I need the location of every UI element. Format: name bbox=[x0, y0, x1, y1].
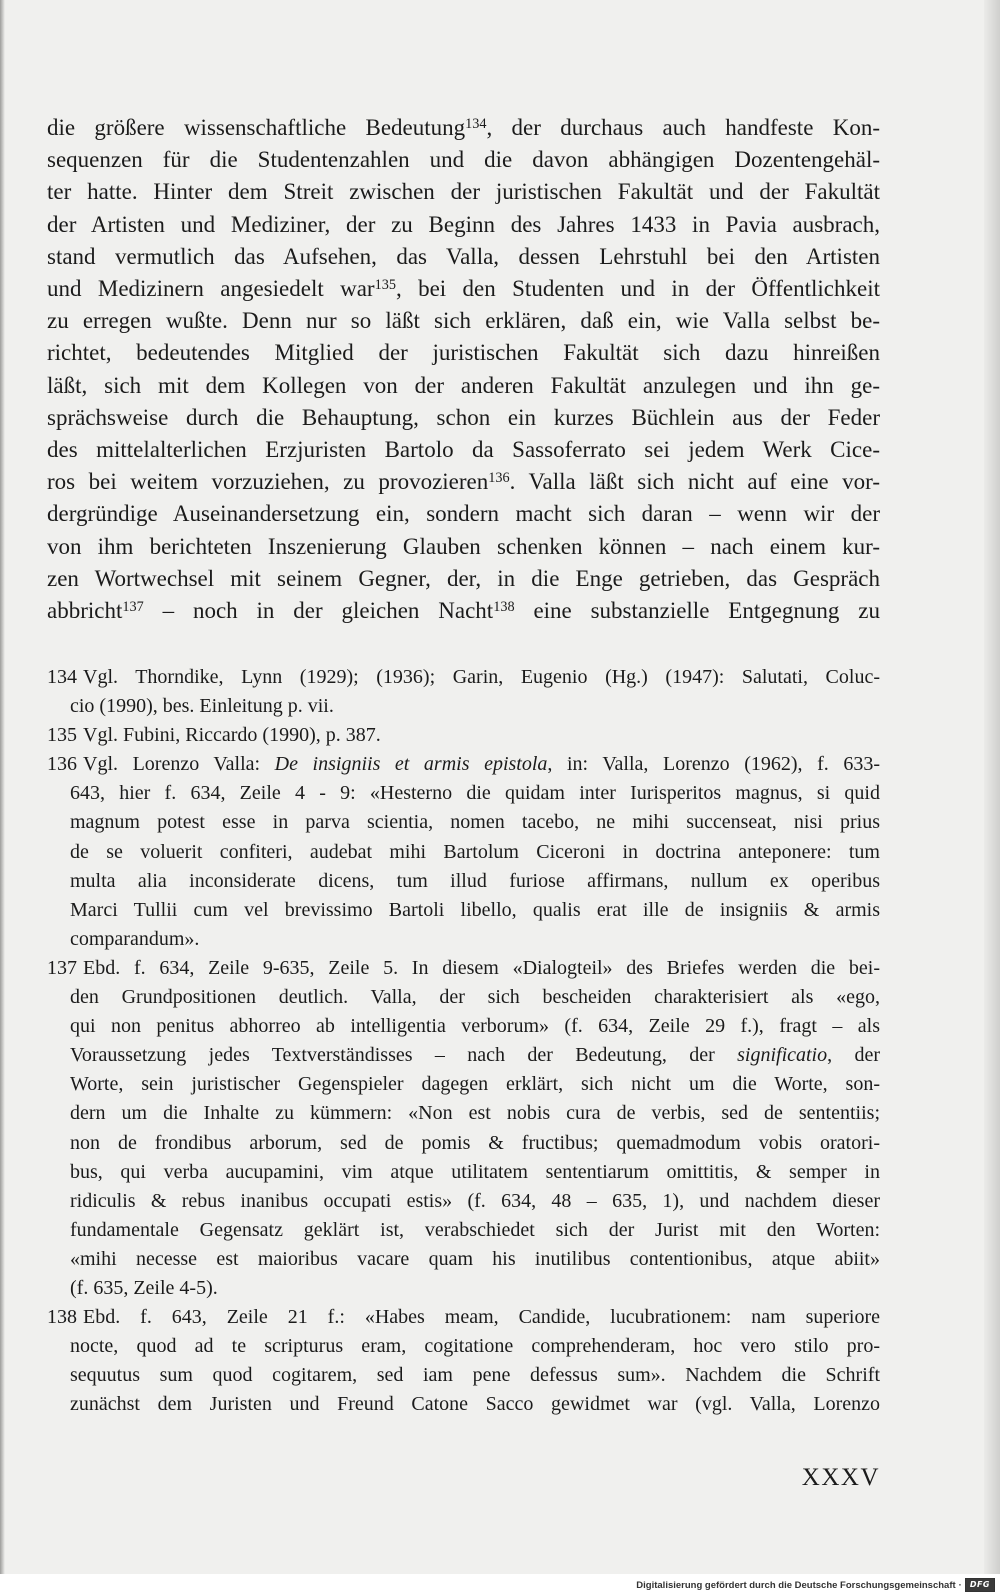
text-run: bus, qui verba aucupamini, vim atque utilitatem sententiarum omittitis, & semper in bbox=[70, 1160, 880, 1183]
text-run: Worte, sein juristischer Gegenspieler dagegen erklärt, sich nicht um die Worte, son- bbox=[70, 1073, 880, 1096]
text-run: von ihm berichteten Inszenierung Glauben schenken können – nach einem kur- bbox=[47, 533, 880, 559]
text-run: eine substanzielle Entgegnung zu bbox=[514, 598, 880, 624]
footnote-line bbox=[47, 983, 880, 1012]
text-run: Ebd. f. 643, Zeile 21 f.: «Habes meam, Candide, lucubrationem: nam superiore bbox=[83, 1306, 880, 1329]
footnote-line bbox=[47, 692, 880, 721]
text-line bbox=[47, 434, 880, 466]
text-run: multa alia inconsiderate dicens, tum illud furiose affirmans, nullum ex operibus bbox=[70, 869, 880, 892]
dfg-logo: DFG bbox=[965, 1578, 995, 1592]
text-run: den Grundpositionen deutlich. Valla, der sich bescheiden charakterisiert als «ego, bbox=[70, 986, 880, 1009]
text-run: , bei den Studenten und in der Öffentlichkeit bbox=[395, 276, 880, 302]
text-run: zen Wortwechsel mit seinem Gegner, der, in die Enge getrieben, das Gespräch bbox=[47, 565, 880, 591]
footnote-line bbox=[47, 1012, 880, 1041]
text-run: die größere wissenschaftliche Bedeutung bbox=[47, 115, 466, 140]
text-line bbox=[47, 337, 880, 369]
text-run: richtet, bedeutendes Mitglied der juristischen Fakultät sich dazu hinreißen bbox=[47, 340, 880, 366]
text-run: , der durchaus auch handfeste Kon- bbox=[486, 115, 880, 140]
text-run: Voraussetzung jedes Textverständisses – nach der Bedeutung, der bbox=[70, 1044, 738, 1067]
text-line bbox=[47, 273, 880, 305]
text-line bbox=[47, 241, 880, 273]
footnote-line bbox=[47, 808, 880, 837]
text-line bbox=[47, 595, 880, 627]
text-run: läßt, sich mit dem Kollegen von der anderen Fakultät anzulegen und ihn ge- bbox=[47, 372, 880, 398]
text-run: magnum potest esse in parva scientia, nomen tacebo, ne mihi succenseat, nisi prius bbox=[70, 811, 880, 834]
text-run: zunächst dem Juristen und Freund Catone Sacco gewidmet war (vgl. Valla, Lorenzo bbox=[70, 1393, 880, 1416]
footnote bbox=[47, 750, 880, 954]
main-text bbox=[47, 112, 880, 627]
footnote-reference: 135 bbox=[374, 277, 396, 294]
digitization-credit bbox=[636, 1577, 995, 1593]
footnote-number: 138 bbox=[47, 1306, 77, 1329]
footnote-reference: 138 bbox=[493, 599, 515, 616]
page-number: XXXV bbox=[801, 1464, 880, 1491]
text-run: Vgl. Thorndike, Lynn (1929); (1936); Garin, Eugenio (Hg.) (1947): Salutati, Coluc- bbox=[83, 666, 880, 688]
text-line bbox=[47, 498, 880, 530]
text-run: sequenzen für die Studentenzahlen und die davon abhängigen Dozentengehäl- bbox=[47, 147, 880, 173]
footnote-line bbox=[47, 663, 880, 692]
footnote-line bbox=[47, 1332, 880, 1361]
footnote-line bbox=[47, 867, 880, 896]
footnote bbox=[47, 954, 880, 1303]
text-run: Vgl. Fubini, Riccardo (1990), p. 387. bbox=[83, 724, 381, 747]
footnote bbox=[47, 663, 880, 721]
text-run: dergründige Auseinandersetzung ein, sondern macht sich daran – wenn wir der bbox=[47, 501, 880, 527]
text-run: cio (1990), bes. Einleitung p. vii. bbox=[70, 695, 334, 718]
footnote bbox=[47, 1303, 880, 1419]
credit-text: Digitalisierung gefördert durch die Deutsche Forschungsgemeinschaft bbox=[636, 1579, 956, 1591]
scan-page-edge-left bbox=[0, 0, 5, 1574]
footnote-line bbox=[47, 1216, 880, 1245]
text-line bbox=[47, 305, 880, 337]
footnote-line bbox=[47, 1390, 880, 1419]
text-line bbox=[47, 531, 880, 563]
text-line bbox=[47, 466, 880, 498]
footnote-reference: 136 bbox=[488, 470, 510, 487]
text-line bbox=[47, 402, 880, 434]
footnote-number: 137 bbox=[47, 956, 77, 979]
text-run: abbricht bbox=[47, 598, 123, 624]
footnote-line bbox=[47, 750, 880, 779]
text-run: nocte, quod ad te scripturus eram, cogitatione comprehenderam, hoc vero stilo pro- bbox=[70, 1335, 880, 1358]
text-run: fundamentale Gegensatz geklärt ist, verabschiedet sich der Jurist mit den Worten: bbox=[70, 1218, 880, 1241]
text-run: sequutus sum quod cogitarem, sed iam pene defessus sum». Nachdem die Schrift bbox=[70, 1364, 880, 1387]
text-run: Marci Tullii cum vel brevissimo Bartoli libello, qualis erat ille de insigniis & armis bbox=[70, 898, 880, 921]
text-line bbox=[47, 176, 880, 208]
footnote-line bbox=[47, 925, 880, 954]
footnote-line bbox=[47, 1303, 880, 1332]
text-run: ridiculis & rebus inanibus occupati estis» (f. 634, 48 – 635, 1), und nachdem dieser bbox=[70, 1189, 880, 1212]
footnote-line bbox=[47, 1245, 880, 1274]
footnote-line bbox=[47, 779, 880, 808]
text-line bbox=[47, 370, 880, 402]
text-run: zu erregen wußte. Denn nur so läßt sich erklären, daß ein, wie Valla selbst be- bbox=[47, 308, 880, 334]
footnote-line bbox=[47, 1070, 880, 1099]
text-run: (f. 635, Zeile 4-5). bbox=[70, 1276, 218, 1299]
text-run: der Artisten und Mediziner, der zu Beginn des Jahres 1433 in Pavia ausbrach, bbox=[47, 211, 880, 237]
footnote-line bbox=[47, 1274, 880, 1303]
text-line bbox=[47, 112, 880, 144]
footnotes bbox=[47, 663, 880, 1419]
text-run: 643, hier f. 634, Zeile 4 - 9: «Hesterno die quidam inter Iurisperitos magnus, si quid bbox=[70, 782, 880, 805]
text-run: , der bbox=[827, 1044, 880, 1067]
footnote-line bbox=[47, 954, 880, 983]
footnote-reference: 137 bbox=[122, 599, 144, 616]
footnote-line bbox=[47, 1099, 880, 1128]
footnote-line bbox=[47, 1041, 880, 1070]
footnote-number: 135 bbox=[47, 724, 77, 747]
footnote-line bbox=[47, 1361, 880, 1390]
text-run: . Valla läßt sich nicht auf eine vor- bbox=[509, 469, 880, 495]
text-run: ter hatte. Hinter dem Streit zwischen der juristischen Fakultät und der Fakultät bbox=[47, 179, 880, 205]
text-run: stand vermutlich das Aufsehen, das Valla, dessen Lehrstuhl bei den Artisten bbox=[47, 243, 880, 269]
text-run: qui non penitus abhorreo ab intelligentia verborum» (f. 634, Zeile 29 f.), fragt – als bbox=[70, 1015, 880, 1038]
text-line bbox=[47, 209, 880, 241]
text-run: de se voluerit confiteri, audebat mihi Bartolum Ciceroni in doctrina anteponere: tum bbox=[70, 840, 880, 863]
text-run: ros bei weitem vorzuziehen, zu provozieren bbox=[47, 469, 489, 495]
text-line bbox=[47, 563, 880, 595]
scan-page-edge-right bbox=[984, 0, 1000, 1574]
footnote-line bbox=[47, 838, 880, 867]
footnote-line bbox=[47, 1187, 880, 1216]
text-run: non de frondibus arborum, sed de pomis & fructibus; quemadmodum vobis oratori- bbox=[70, 1131, 880, 1154]
footnote-number: 134 bbox=[47, 666, 77, 688]
footnote bbox=[47, 721, 880, 750]
text-run: dern um die Inhalte zu kümmern: «Non est nobis cura de verbis, sed de sententiis; bbox=[70, 1102, 880, 1125]
text-run: Vgl. Lorenzo Valla: bbox=[83, 753, 275, 776]
text-line bbox=[47, 144, 880, 176]
text-run: und Medizinern angesiedelt war bbox=[47, 276, 375, 302]
credit-separator: · bbox=[958, 1579, 962, 1591]
text-run: Ebd. f. 634, Zeile 9-635, Zeile 5. In diesem «Dialogteil» des Briefes werden die bei- bbox=[83, 956, 880, 979]
footnote-reference: 134 bbox=[465, 116, 487, 133]
text-run: – noch in der gleichen Nacht bbox=[143, 598, 494, 624]
italic-title: significatio bbox=[737, 1044, 828, 1067]
footnote-line bbox=[47, 1158, 880, 1187]
footnote-number: 136 bbox=[47, 753, 77, 776]
footnote-line bbox=[47, 1129, 880, 1158]
footnote-line bbox=[47, 721, 880, 750]
footnote-line bbox=[47, 896, 880, 925]
text-run: , in: Valla, Lorenzo (1962), f. 633- bbox=[547, 753, 881, 776]
text-run: «mihi necesse est maioribus vacare quam his inutilibus contentionibus, atque abiit» bbox=[70, 1247, 880, 1270]
text-run: comparandum». bbox=[70, 927, 200, 950]
text-run: sprächsweise durch die Behauptung, schon ein kurzes Büchlein aus der Feder bbox=[47, 404, 880, 430]
text-run: des mittelalterlichen Erzjuristen Bartolo da Sassoferrato sei jedem Werk Cice- bbox=[47, 437, 880, 463]
italic-title: De insigniis et armis epistola bbox=[274, 753, 548, 776]
